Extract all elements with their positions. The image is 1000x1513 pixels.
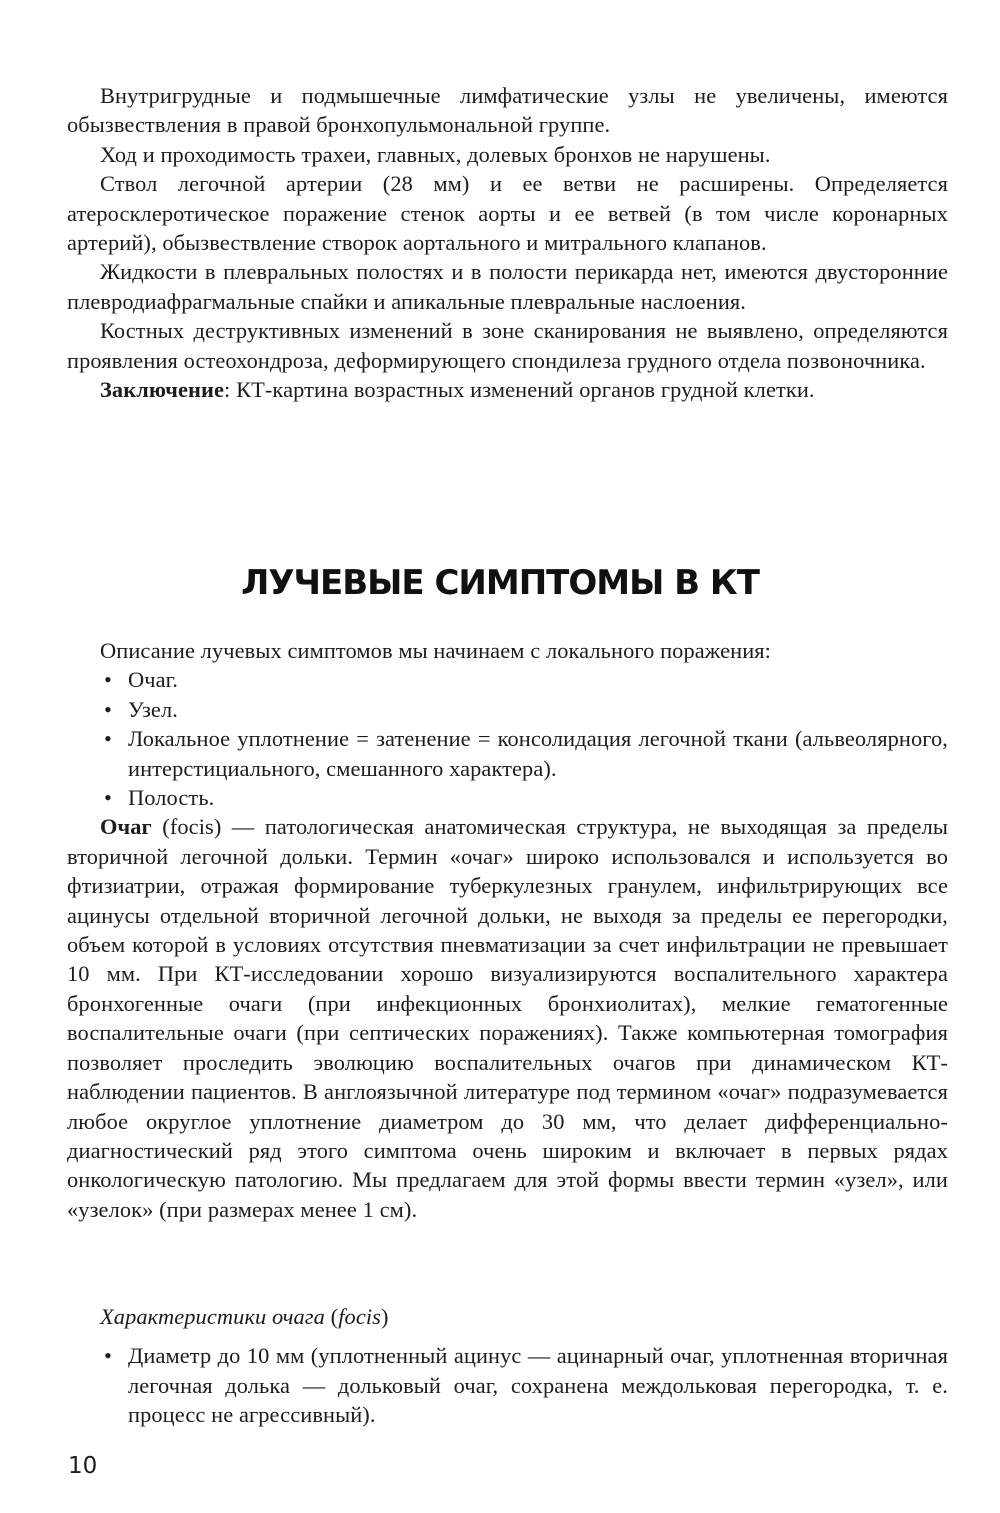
- characteristics-heading: [67, 1302, 948, 1331]
- symptoms-intro: Описание лучевых симптомов мы начинаем с локального поражения:: [100, 638, 771, 663]
- section-title: ЛУЧЕВЫЕ СИМПТОМЫ В КТ: [241, 563, 759, 603]
- bullet-icon: •: [104, 785, 112, 811]
- bullet-icon: •: [104, 726, 112, 752]
- paragraph-trachea-bronchi: Ход и проходимость трахеи, главных, долевых бронхов не нарушены.: [100, 141, 771, 167]
- conclusion-label: Заключение: [100, 377, 225, 403]
- symptoms-list: [67, 665, 948, 812]
- paragraph-conclusion: [67, 375, 948, 404]
- characteristics-heading-paren-close: ): [381, 1304, 389, 1329]
- conclusion-text: : КТ-картина возрастных изменений органов грудной клетки.: [224, 377, 815, 403]
- list-item-text: Узел.: [128, 696, 178, 722]
- list-item: [67, 665, 948, 694]
- list-item: [67, 783, 948, 812]
- characteristics-list: [67, 1341, 948, 1429]
- paragraph-pleural-cavities: Жидкости в плевральных полостях и в полости перикарда нет, имеются двусторонние плевродиафрагмальные спайки и апикальные плевральные наслоения.: [67, 259, 948, 314]
- ct-report-findings: [67, 81, 948, 404]
- paragraph-focus-definition: [67, 812, 948, 1224]
- focus-characteristics-section: [67, 1302, 948, 1430]
- list-item: [67, 1341, 948, 1429]
- focus-term: Очаг: [100, 814, 152, 840]
- focus-definition-text: (focis) — патологическая анатомическая структура, не выходящая за пределы вторичной легочной дольки. Термин «очаг» широко использовался и используется во фтизиатрии, отражая формирование туберкулезных гранулем, инфильтрирующих все ацинусы отдельной вторичной легочной дольки, не выходя за пределы ее перегородки, объем которой в условиях отсутствия пневматизации за счет инфильтрации не превышает 10 мм. При КТ-исследовании хорошо визуализируются воспалительного характера бронхогенные очаги (при инфекционных бронхиолитах), мелкие гематогенные воспалительные очаги (при септических поражениях). Также компьютерная томография позволяет проследить эволюцию воспалительных очагов при динамическом КТ-наблюдении пациентов. В англоязычной литературе под термином «очаг» подразумевается любое округлое уплотнение диаметром до 30 мм, что делает дифференциально-диагностический ряд этого симптома очень широким и включает в первых рядах онкологическую патологию. Мы предлагаем для этой формы ввести термин «узел», или «узелок» (при размерах менее 1 см).: [67, 814, 948, 1222]
- paragraph-lymph-nodes: Внутригрудные и подмышечные лимфатические узлы не увеличены, имеются обызвествления в правой бронхопульмональной группе.: [67, 83, 948, 138]
- list-item-text: Локальное уплотнение = затенение = консолидация легочной ткани (альвеолярного, интерстициального, смешанного характера).: [128, 726, 948, 781]
- bullet-icon: •: [104, 667, 112, 693]
- page-number: 10: [68, 1453, 98, 1479]
- paragraph-bone-changes: Костных деструктивных изменений в зоне сканирования не выявлено, определяются проявления остеохондроза, деформирующего спондилеза грудного отдела позвоночника.: [67, 318, 948, 373]
- radiological-symptoms-section: [67, 636, 948, 1224]
- characteristics-heading-main: Характеристики очага: [100, 1304, 325, 1329]
- bullet-icon: •: [104, 1343, 112, 1369]
- paragraph-pulmonary-artery: Ствол легочной артерии (28 мм) и ее ветви не расширены. Определяется атеросклеротическое поражение стенок аорты и ее ветвей (в том числе коронарных артерий), обызвествление створок аортального и митрального клапанов.: [67, 171, 948, 256]
- characteristics-heading-term: focis: [338, 1304, 381, 1329]
- list-item: [67, 695, 948, 724]
- list-item: [67, 724, 948, 783]
- list-item-text: Диаметр до 10 мм (уплотненный ацинус — ацинарный очаг, уплотненная вторичная легочная долька — дольковый очаг, сохранена междольковая перегородка, т. е. процесс не агрессивный).: [128, 1343, 948, 1428]
- list-item-text: Очаг.: [128, 667, 179, 693]
- bullet-icon: •: [104, 696, 112, 722]
- characteristics-heading-paren-open: (: [324, 1304, 339, 1329]
- list-item-text: Полость.: [128, 785, 215, 811]
